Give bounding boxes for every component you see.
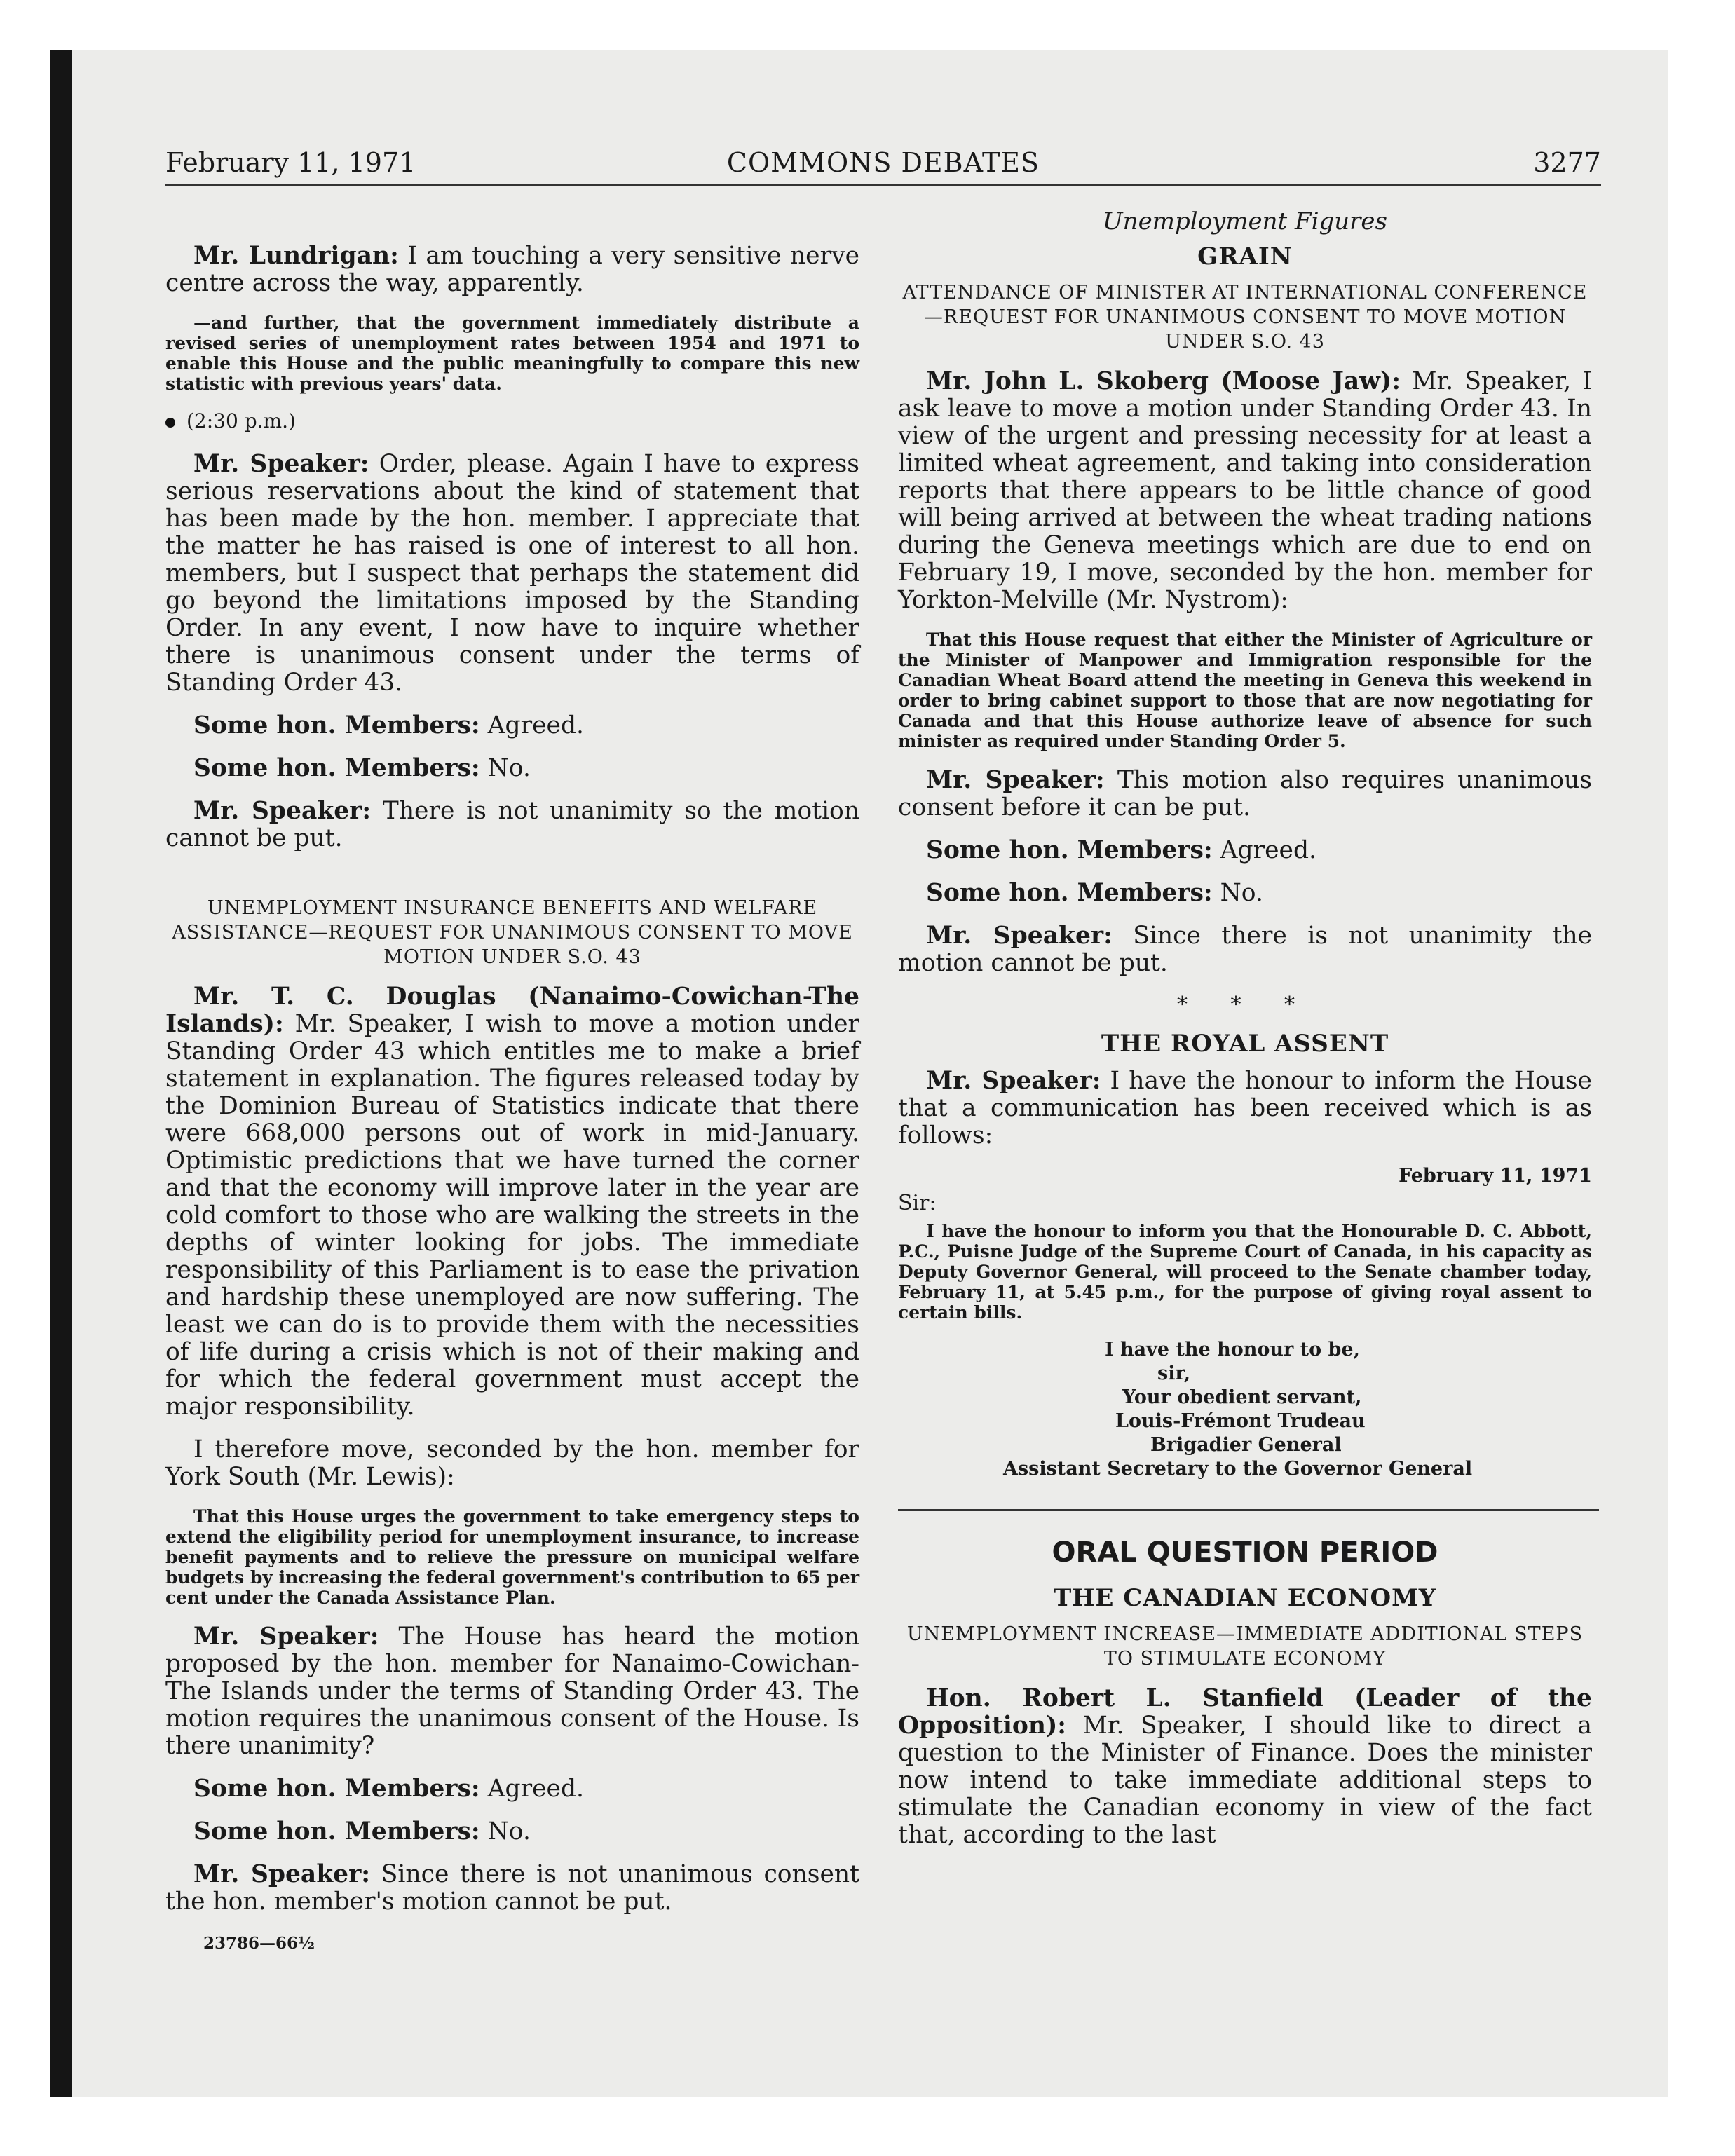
speech-text: Mr. Speaker, I wish to move a motion under Standing Order 43 which entitles me to make a brief statement in explanation. The figures released today by the Dominion Bureau of Statistics indicate that there were 668,000 persons out of work in mid-January. Optimistic predictions that we have turned the corner and that the economy will improve later in the year are cold comfort to those who are walking the streets in the depths of winter looking for jobs. The immediate responsibility of this Parliament is to ease the privation and hardship these unemployed are now suffering. The least we can do is to provide them with the necessities of life during a crisis which is not of their making and for which the federal government must accept the major responsibility. xyxy=(165,1010,859,1421)
speaker-name: Hon. Robert L. Stanfield (Leader of the Opposition): xyxy=(898,1684,1592,1740)
time-stamp-text: (2:30 p.m.) xyxy=(186,409,296,432)
letter-date: February 11, 1971 xyxy=(1399,1165,1592,1187)
speech-text: No. xyxy=(479,1817,531,1845)
left-column xyxy=(165,207,859,1953)
motion-text: That this House urges the government to take emergency steps to extend the eligibility period for unemployment insurance, to increase benefit payments and to relieve the pressure on municipal welfare budgets by increasing the federal government's contribution to 65 per cent under the Canada Assistance Plan. xyxy=(165,1506,859,1608)
section-heading: THE ROYAL ASSENT xyxy=(1101,1030,1389,1058)
paragraph xyxy=(898,368,1592,614)
section-heading: THE CANADIAN ECONOMY xyxy=(1054,1584,1436,1612)
subsection-heading: UNEMPLOYMENT INCREASE—IMMEDIATE ADDITIONAL STEPS TO STIMULATE ECONOMY xyxy=(906,1623,1584,1670)
section-heading: GRAIN xyxy=(1197,243,1293,271)
speech-text: The House has heard the motion proposed by the hon. member for Nanaimo-Cowichan-The Islands under the terms of Standing Order 43. The motion requires the unanimous consent of the House. Is there unanimity? xyxy=(165,1623,859,1760)
paragraph xyxy=(898,767,1592,821)
letter-signatory-rank: Brigadier General xyxy=(1150,1434,1342,1456)
speech-text: Agreed. xyxy=(479,1775,584,1803)
speech-text: No. xyxy=(479,754,531,782)
speech-text: Order, please. Again I have to express serious reservations about the kind of statement that has been made by the hon. member. I appreciate that the matter he has raised is one of interest to all hon. members, but I suspect that perhaps the statement did go beyond the limitations imposed by the Standing Order. In any event, I now have to inquire whether there is unanimous consent under the terms of Standing Order 43. xyxy=(165,450,859,697)
speaker-name: Mr. Speaker: xyxy=(193,1623,379,1651)
paragraph xyxy=(165,983,859,1421)
speech-text: Since there is not unanimous consent the hon. member's motion cannot be put. xyxy=(165,1860,859,1916)
paragraph xyxy=(898,837,1592,864)
speech-text: There is not unanimity so the motion cannot be put. xyxy=(165,797,859,852)
paragraph xyxy=(165,798,859,852)
paragraph xyxy=(165,243,859,297)
speech-text: Since there is not unanimity the motion cannot be put. xyxy=(898,922,1592,977)
letter-closing: Your obedient servant, xyxy=(1122,1386,1362,1408)
speaker-name: Some hon. Members: xyxy=(193,711,480,739)
speaker-name: Mr. Speaker: xyxy=(193,797,372,825)
speaker-name: Some hon. Members: xyxy=(193,1775,480,1803)
section-heading: ORAL QUESTION PERIOD xyxy=(1052,1536,1438,1569)
speaker-name: Mr. Speaker: xyxy=(193,1860,371,1888)
letter-closing: I have the honour to be, xyxy=(1105,1339,1360,1360)
speaker-name: Mr. John L. Skoberg (Moose Jaw): xyxy=(926,367,1401,395)
header-title: COMMONS DEBATES xyxy=(726,147,1040,178)
speaker-name: Mr. T. C. Douglas (Nanaimo-Cowichan-The Islands): xyxy=(165,983,859,1038)
paragraph xyxy=(165,755,859,782)
speech-text: Mr. Speaker, I ask leave to move a motion under Standing Order 43. In view of the urgent and pressing necessity for at least a limited wheat agreement, and taking into consideration reports that there appears to be little chance of good will being arrived at between the wheat trading nations during the Geneva meetings which are due to end on February 19, I move, seconded by the hon. member for Yorkton-Melville (Mr. Nystrom): xyxy=(898,367,1592,614)
speaker-name: Some hon. Members: xyxy=(926,879,1213,907)
section-separator: * * * xyxy=(1176,992,1314,1017)
letter-signatory: Louis-Frémont Trudeau xyxy=(1115,1410,1366,1432)
section-heading: UNEMPLOYMENT INSURANCE BENEFITS AND WELFARE ASSISTANCE—REQUEST FOR UNANIMOUS CONSENT TO MOVE MOTION UNDER S.O. 43 xyxy=(172,897,853,968)
speaker-name: Mr. Speaker: xyxy=(926,1067,1101,1095)
speaker-name: Mr. Speaker: xyxy=(193,450,369,478)
right-column xyxy=(898,207,1592,1864)
speech-text: Agreed. xyxy=(1212,836,1316,864)
paragraph xyxy=(898,1067,1592,1149)
speaker-name: Mr. Speaker: xyxy=(926,766,1105,794)
speech-text: Agreed. xyxy=(479,711,584,739)
paragraph xyxy=(898,1685,1592,1849)
footnote: 23786—66½ xyxy=(203,1934,315,1953)
paragraph xyxy=(165,1861,859,1916)
paragraph xyxy=(165,1775,859,1803)
header-page-number: 3277 xyxy=(1533,147,1601,178)
header-date: February 11, 1971 xyxy=(165,147,416,178)
speech-text: No. xyxy=(1212,879,1263,907)
speech-text: I have the honour to inform the House that a communication has been received which is as follows: xyxy=(898,1067,1592,1149)
paragraph xyxy=(165,712,859,739)
paragraph xyxy=(165,451,859,697)
page-header xyxy=(165,147,1601,186)
scan-edge xyxy=(50,50,72,2097)
paragraph xyxy=(898,880,1592,907)
paragraph xyxy=(898,922,1592,977)
time-stamp xyxy=(165,409,859,432)
subject-heading: Unemployment Figures xyxy=(1103,207,1387,236)
paragraph xyxy=(165,1818,859,1845)
letter-salutation: Sir: xyxy=(898,1191,937,1215)
paragraph xyxy=(165,1623,859,1760)
paragraph: I therefore move, seconded by the hon. member for York South (Mr. Lewis): xyxy=(165,1435,859,1491)
speech-text: I am touching a very sensitive nerve centre across the way, apparently. xyxy=(165,242,859,297)
motion-text: —and further, that the government immediately distribute a revised series of unemployment rates between 1954 and 1971 to enable this House and the public meaningfully to compare this new statistic with previous years' data. xyxy=(165,313,859,394)
speaker-name: Some hon. Members: xyxy=(193,754,480,782)
letter-body: I have the honour to inform you that the Honourable D. C. Abbott, P.C., Puisne Judge of the Supreme Court of Canada, in his capacity as Deputy Governor General, will proceed to the Senate chamber today, February 11, at 5.45 p.m., for the purpose of giving royal assent to certain bills. xyxy=(898,1221,1592,1323)
speaker-name: Some hon. Members: xyxy=(926,836,1213,864)
section-divider xyxy=(898,1509,1599,1511)
bullet-icon xyxy=(165,418,175,428)
subsection-heading: ATTENDANCE OF MINISTER AT INTERNATIONAL CONFERENCE—REQUEST FOR UNANIMOUS CONSENT TO MOVE MOTION UNDER S.O. 43 xyxy=(902,282,1588,353)
letter-closing: sir, xyxy=(1157,1363,1191,1384)
speaker-name: Some hon. Members: xyxy=(193,1817,480,1845)
speaker-name: Mr. Lundrigan: xyxy=(193,242,399,270)
speech-text: This motion also requires unanimous consent before it can be put. xyxy=(898,766,1592,821)
speech-text: Mr. Speaker, I should like to direct a question to the Minister of Finance. Does the minister now intend to take immediate additional steps to stimulate the Canadian economy in view of the fact that, according to the last xyxy=(898,1712,1592,1849)
speaker-name: Mr. Speaker: xyxy=(926,922,1113,950)
letter-signatory-title: Assistant Secretary to the Governor General xyxy=(1003,1458,1473,1480)
motion-text: That this House request that either the Minister of Agriculture or the Minister of Manpower and Immigration responsible for the Canadian Wheat Board attend the meeting in Geneva this weekend in order to bring cabinet support to those that are now negotiating for Canada and that this House authorize leave of absence for such minister as required under Standing Order 5. xyxy=(898,629,1592,751)
